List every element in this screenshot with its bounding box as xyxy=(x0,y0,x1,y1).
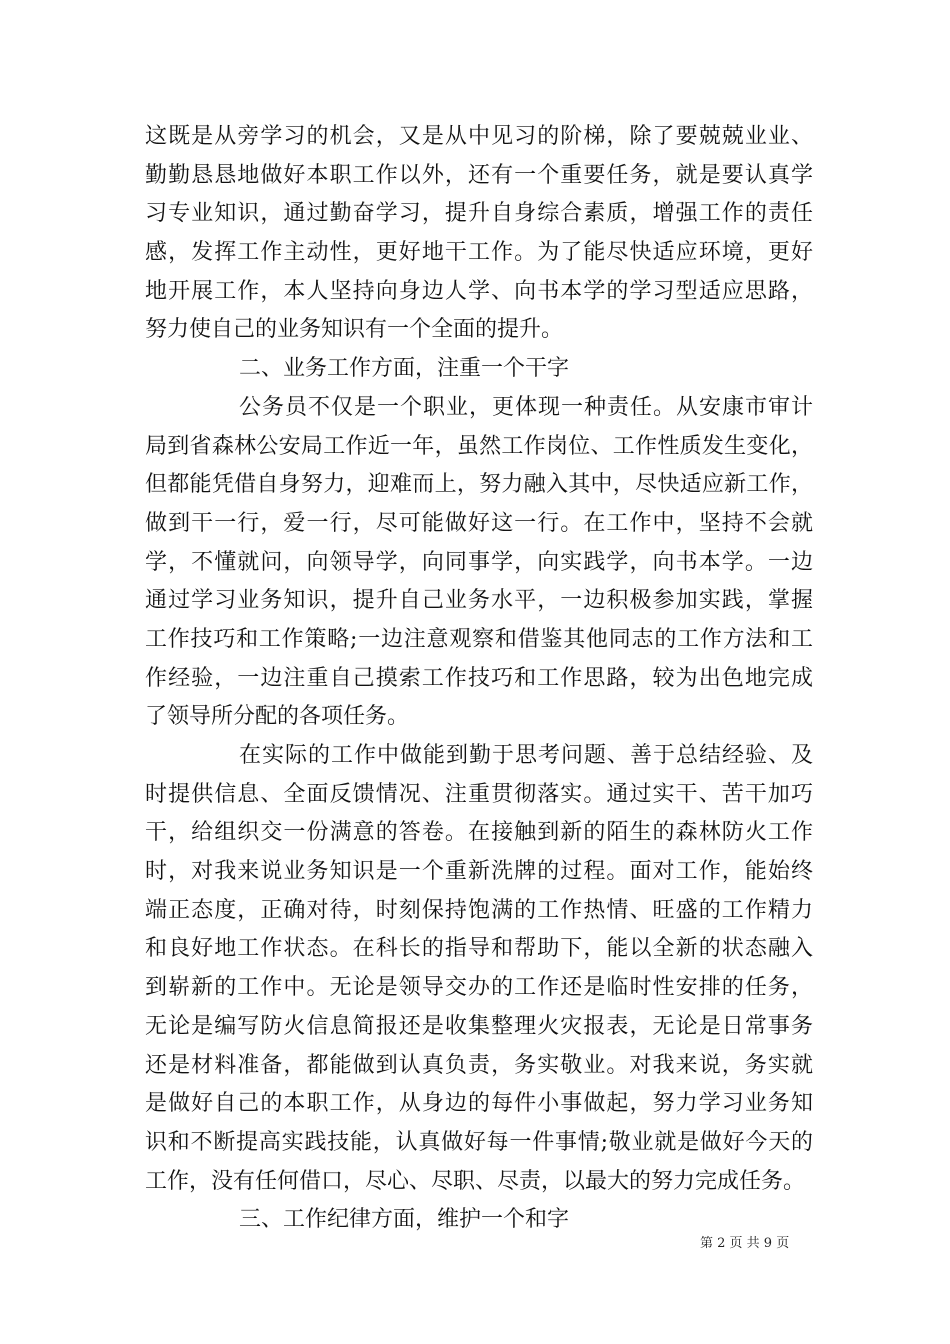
text-line: 努力使自己的业务知识有一个全面的提升。 xyxy=(145,317,564,343)
text-line: 是做好自己的本职工作，从身边的每件小事做起，努力学习业务知 xyxy=(145,1091,813,1117)
text-line: 时，对我来说业务知识是一个重新洗牌的过程。面对工作，能始终 xyxy=(145,859,813,885)
section-heading: 二、业务工作方面，注重一个干字 xyxy=(239,356,570,382)
text-line: 在实际的工作中做能到勤于思考问题、善于总结经验、及 xyxy=(239,743,813,768)
text-line: 工作，没有任何借口，尽心、尽职、尽责，以最大的努力完成任务。 xyxy=(145,1168,806,1194)
text-line: 了领导所分配的各项任务。 xyxy=(145,704,410,730)
text-line: 感，发挥工作主动性，更好地干工作。为了能尽快适应环境，更好 xyxy=(145,240,813,266)
text-line: 作经验，一边注重自己摸索工作技巧和工作思路，较为出色地完成 xyxy=(145,665,813,691)
text-line: 识和不断提高实践技能，认真做好每一件事情;敬业就是做好今天的 xyxy=(145,1129,813,1155)
section-heading: 三、工作纪律方面，维护一个和字 xyxy=(239,1207,570,1233)
text-line: 这既是从旁学习的机会，又是从中见习的阶梯，除了要兢兢业业、 xyxy=(145,124,813,149)
text-line: 通过学习业务知识，提升自己业务水平，一边积极参加实践，掌握 xyxy=(145,588,813,614)
text-line: 局到省森林公安局工作近一年，虽然工作岗位、工作性质发生变化， xyxy=(145,433,813,459)
text-line: 做到干一行，爱一行，尽可能做好这一行。在工作中，坚持不会就 xyxy=(145,510,813,536)
text-line: 习专业知识，通过勤奋学习，提升自身综合素质，增强工作的责任 xyxy=(145,201,813,227)
body-text xyxy=(145,118,813,1240)
text-line: 学，不懂就问，向领导学，向同事学，向实践学，向书本学。一边 xyxy=(145,549,813,575)
text-line: 到崭新的工作中。无论是领导交办的工作还是临时性安排的任务， xyxy=(145,975,813,1001)
text-line: 无论是编写防火信息简报还是收集整理火灾报表，无论是日常事务 xyxy=(145,1013,813,1039)
text-line: 工作技巧和工作策略;一边注意观察和借鉴其他同志的工作方法和工 xyxy=(145,626,813,652)
text-line: 勤勤恳恳地做好本职工作以外，还有一个重要任务，就是要认真学 xyxy=(145,162,813,188)
text-line: 干，给组织交一份满意的答卷。在接触到新的陌生的森林防火工作 xyxy=(145,820,813,846)
text-line: 但都能凭借自身努力，迎难而上，努力融入其中，尽快适应新工作， xyxy=(145,472,813,498)
text-line: 端正态度，正确对待，时刻保持饱满的工作热情、旺盛的工作精力 xyxy=(145,897,813,923)
text-line: 还是材料准备，都能做到认真负责，务实敬业。对我来说，务实就 xyxy=(145,1052,813,1078)
page-number-footer: 第 2 页 共 9 页 xyxy=(700,1236,790,1251)
text-line: 时提供信息、全面反馈情况、注重贯彻落实。通过实干、苦干加巧 xyxy=(145,781,813,807)
text-line: 和良好地工作状态。在科长的指导和帮助下，能以全新的状态融入 xyxy=(145,936,813,962)
text-line: 公务员不仅是一个职业，更体现一种责任。从安康市审计 xyxy=(239,394,813,420)
text-line: 地开展工作，本人坚持向身边人学、向书本学的学习型适应思路， xyxy=(145,278,813,304)
